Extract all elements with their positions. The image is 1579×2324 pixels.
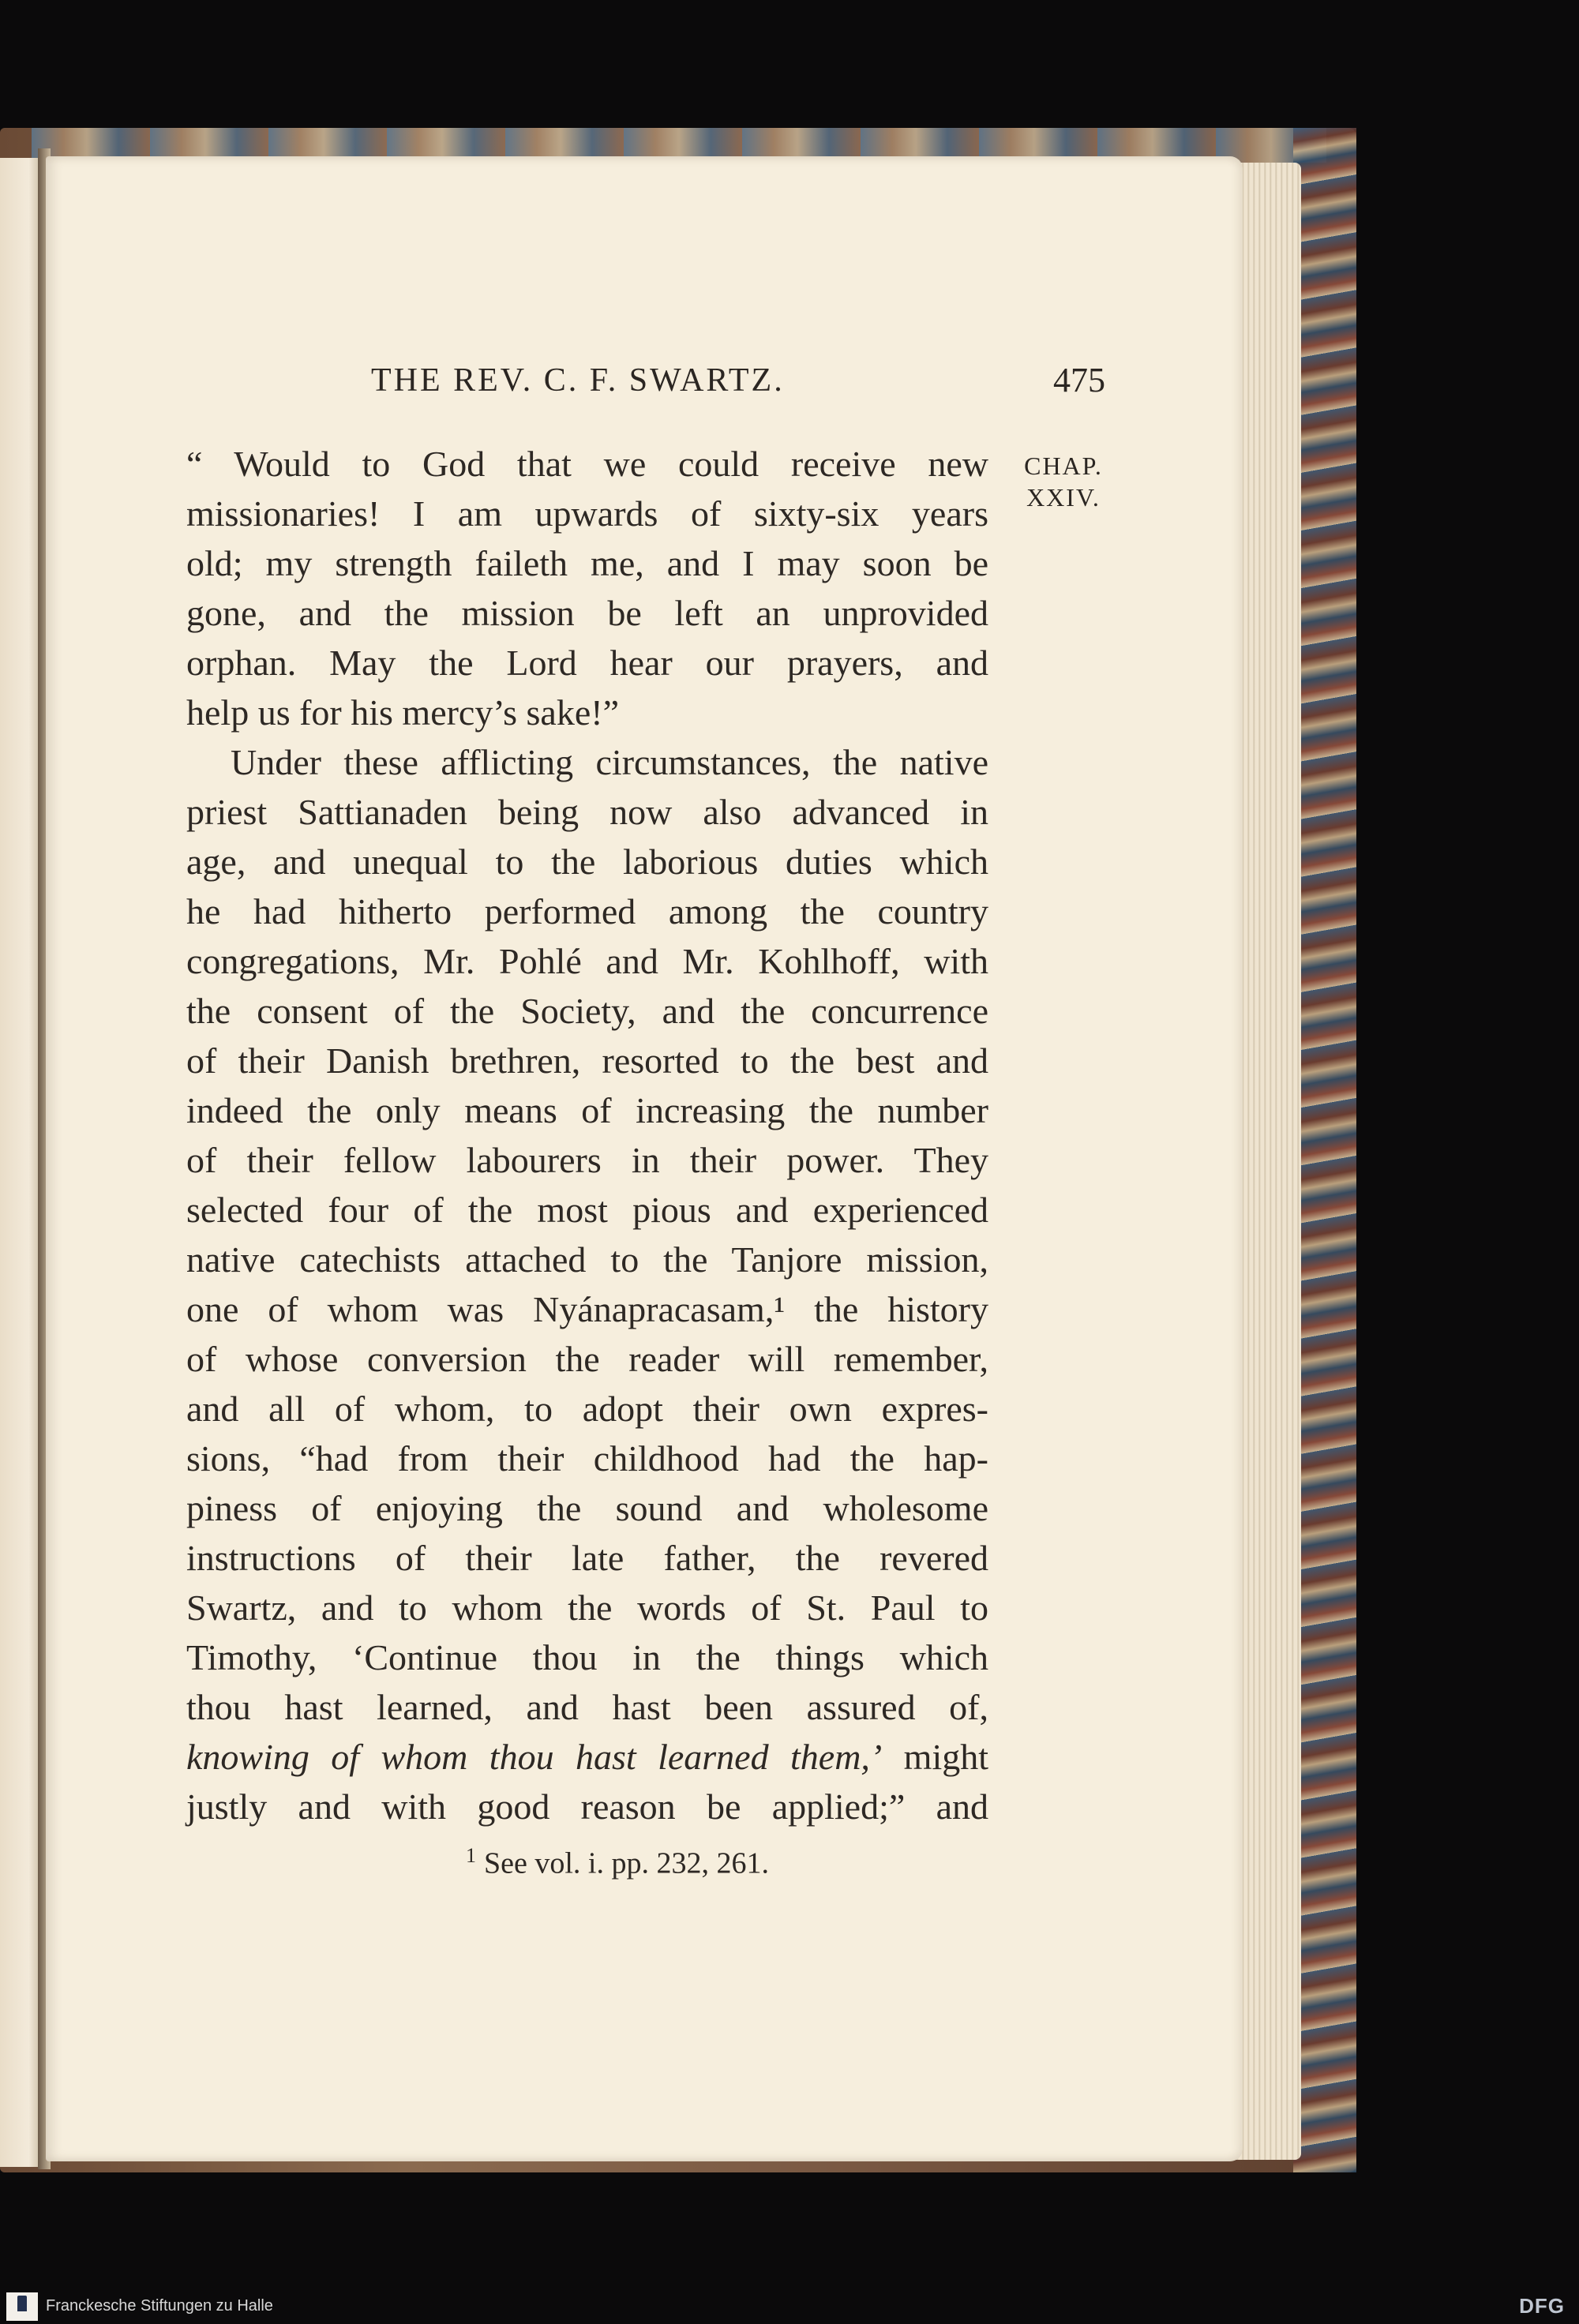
margin-note-chap: CHAP.	[1024, 452, 1103, 480]
text-line: “ Would to God that we could receive new	[186, 444, 988, 484]
margin-chapter-note	[1012, 450, 1115, 513]
text-line: old; my strength faileth me, and I may soon be	[186, 543, 988, 583]
text-line: of whose conversion the reader will remember,	[186, 1339, 988, 1379]
text-line: Swartz, and to whom the words of St. Paul to	[186, 1587, 988, 1628]
text-line: priest Sattianaden being now also advanced in	[186, 792, 988, 832]
margin-note-number: XXIV.	[1026, 483, 1101, 512]
italic-quote: knowing of whom thou hast learned them,’	[186, 1737, 883, 1777]
text-line: help us for his mercy’s sake!”	[186, 692, 620, 733]
running-title: THE REV. C. F. SWARTZ.	[371, 362, 785, 399]
text-line: piness of enjoying the sound and wholesome	[186, 1488, 988, 1528]
italic-line-rest: might	[882, 1737, 989, 1777]
text-line: congregations, Mr. Pohlé and Mr. Kohlhoff, with	[186, 941, 988, 981]
text-line: and all of whom, to adopt their own expres-	[186, 1389, 988, 1429]
text-line-italic	[186, 1732, 988, 1782]
text-line: of their fellow labourers in their power. They	[186, 1140, 988, 1180]
text-line: missionaries! I am upwards of sixty-six years	[186, 493, 988, 534]
text-line: sions, “had from their childhood had the hap-	[186, 1438, 988, 1479]
previous-page-edge	[0, 158, 41, 2167]
text-line: thou hast learned, and hast been assured of,	[186, 1687, 988, 1727]
footnote	[466, 1844, 769, 1881]
text-line: gone, and the mission be left an unprovided	[186, 593, 988, 633]
institution-logo-icon	[6, 2292, 38, 2321]
footnote-marker: 1	[466, 1844, 476, 1867]
text-line: native catechists attached to the Tanjore mission,	[186, 1239, 988, 1280]
page-number: 475	[1053, 361, 1105, 399]
text-line: of their Danish brethren, resorted to the best and	[186, 1040, 988, 1081]
attribution-text: Franckesche Stiftungen zu Halle	[46, 2297, 273, 2315]
building-icon	[17, 2296, 27, 2311]
footnote-text: See vol. i. pp. 232, 261.	[484, 1846, 769, 1880]
text-line: the consent of the Society, and the concurrence	[186, 991, 988, 1031]
text-line: Timothy, ‘Continue thou in the things which	[186, 1637, 988, 1677]
body-text	[186, 439, 988, 1831]
text-line: he had hitherto performed among the country	[186, 891, 988, 931]
text-line: orphan. May the Lord hear our prayers, and	[186, 643, 988, 683]
text-line: justly and with good reason be applied;” and	[186, 1786, 988, 1827]
text-line: age, and unequal to the laborious duties which	[186, 842, 988, 882]
cover-marbled-edge-right	[1293, 128, 1356, 2172]
text-line: selected four of the most pious and experienced	[186, 1190, 988, 1230]
text-line: Under these afflicting circumstances, the native	[231, 742, 988, 782]
text-line: instructions of their late father, the revered	[186, 1538, 988, 1578]
text-line: one of whom was Nyánapracasam,¹ the history	[186, 1289, 988, 1329]
text-line: indeed the only means of increasing the number	[186, 1090, 988, 1130]
dfg-logo: DFG	[1519, 2294, 1565, 2318]
